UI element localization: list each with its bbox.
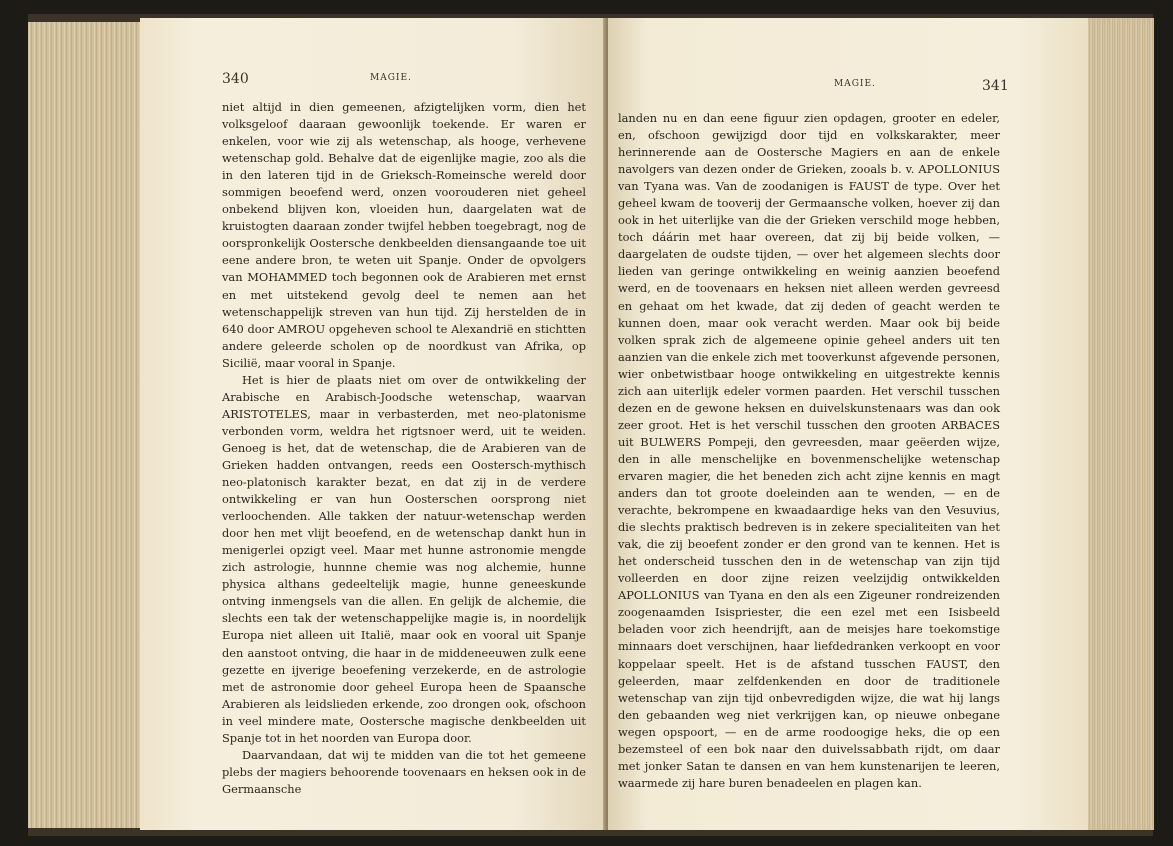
left-page-text — [222, 99, 586, 798]
paragraph: niet altijd in dien gemeenen, afzigtelijken vorm, dien het volksgeloof daaraan gewoonlijk toekende. Er waren er enkelen, voor wie zij als wetenschap, als hooge, verhevene wetenschap gold. Behalve dat de eigenlijke magie, zoo als die in den lateren tijd in de Grieksch-Romeinsche wereld door sommigen beoefend werd, onzen voorouderen niet geheel onbekend blijven kon, vloeiden hun, daargelaten wat de kruistogten daaraan zonder twijfel hebben toegebragt, nog de oorspronkelijk Oostersche denkbeelden diensangaande toe uit eene andere bron, te weten uit Spanje. Onder de opvolgers van MOHAMMED toch begonnen ook de Arabieren met ernst en met uitstekend gevolg deel te nemen aan het wetenschappelijk streven van hun tijd. Zij herstelden de in 640 door AMROU opgeheven school te Alexandrië en stichtten andere geleerde scholen op de noordkust van Afrika, op Sicilië, maar vooral in Spanje. — [222, 100, 586, 370]
paragraph: Het is hier de plaats niet om over de ontwikkeling der Arabische en Arabisch-Joodsche wetenschap, waarvan ARISTOTELES, maar in verbasterden, met neo-platonisme verbonden vorm, weldra het rigtsnoer werd, uit te weiden. Genoeg is het, dat de wetenschap, die de Arabieren van de Grieken hadden ontvangen, reeds een Oostersch-mythisch neo-platonisch karakter bezat, en dat zij in de verdere ontwikkeling er van hun Oosterschen oorsprong niet verloochenden. Alle takken der natuur-wetenschap werden door hen met vlijt beoefend, en de wetenschap dankt hun in menigerlei opzigt veel. Maar met hunne astronomie mengde zich astrologie, hunnne chemie was nog alchemie, hunne physica althans gedeeltelijk magie, hunne geneeskunde ontving inmengsels van die allen. En gelijk de alchemie, die slechts een tak der wetenschappelijke magie is, in noordelijk Europa niet alleen uit Italië, maar ook en vooral uit Spanje den aanstoot ontving, die haar in de middeneeuwen zulk eene gezette en ijverige beoefening verzekerde, en de astrologie met de astronomie door geheel Europa heen de Spaansche Arabieren als leidslieden erkende, zoo drongen ook, ofschoon in veel mindere mate, Oostersche magische denkbeelden uit Spanje tot in het noorden van Europa door. — [222, 372, 586, 745]
page-number: 340 — [222, 71, 249, 87]
left-page — [140, 18, 606, 830]
paragraph: landen nu en dan eene figuur zien opdagen, grooter en edeler, en, ofschoon gewijzigd door tijd en volkskarakter, meer herinnerende aan de Oostersche Magiers en aan de enkele navolgers van dezen onder de Grieken, zooals b. v. APOLLONIUS van Tyana was. Van de zoodanigen is FAUST de type. Over het geheel kwam de tooverij der Germaansche volken, hoever zij dan ook in het uiterlijke van die der Grieken verschild moge hebben, toch dáárin met haar overeen, dat zij bij beide volken, — daargelaten de oudste tijden, — over het algemeen slechts door lieden van geringe ontwikkeling en weinig aanzien beoefend werd, en de toovenaars en heksen niet alleen werden gevreesd en gehaat om het kwade, dat zij deden of geacht werden te kunnen doen, maar ook veracht werden. Maar ook bij beide volken sprak zich de algemeene opinie geheel anders uit ten aanzien van die enkele zich met tooverkunst afgevende personen, wier onbetwistbaar hooge ontwikkeling en uitgestrekte kennis zich aan uiterlijk edeler vormen paarden. Het verschil tusschen dezen en de gewone heksen en duivelskunstenaars was dan ook zeer groot. Het is het verschil tusschen den grooten ARBACES uit BULWERS Pompeji, den gevreesden, maar geëerden wijze, den in alle menschelijke en bovenmenschelijke wetenschap ervaren magier, die het beneden zich acht zijne kennis en magt anders dan tot groote doeleinden aan te wenden, — en de verachte, bekrompene en kwaadaardige heks van den Vesuvius, die slechts praktisch bedreven is in zekere specialiteiten van het vak, die zij beoefent zonder er den grond van te kennen. Het is het onderscheid tusschen den in de wetenschap van zijn tijd volleerden en door zijne reizen veelzijdig ontwikkelden APOLLONIUS van Tyana en den als een Zigeuner rondreizenden zoogenaamden Isispriester, die een ezel met een Isisbeeld beladen voor zich heendrijft, aan de meisjes hare toekomstige minnaars doet verschijnen, haar liefdedranken verkoopt en voor koppelaar speelt. Het is de afstand tusschen FAUST, den geleerden, maar zelfdenkenden en door de traditionele wetenschap van zijn tijd onbevredigden wijze, die wat hij langs den gebaanden weg niet verkrijgen kan, op nieuwe onbegane wegen opspoort, — en de arme roodoogige heks, die op een bezemsteel of een bok naar den duivelssabbath rijdt, om daar met jonker Satan te dansen en van hem kunstenarijen te leeren, waarmede zij hare buren benadeelen en plagen kan. — [618, 111, 1000, 790]
running-head: MAGIE. — [834, 79, 876, 89]
right-page-text — [618, 110, 1000, 792]
page-edges-right — [1088, 18, 1154, 830]
page-edges-left — [28, 22, 140, 828]
page-number: 341 — [982, 78, 1009, 94]
running-head: MAGIE. — [370, 73, 412, 83]
paragraph: Daarvandaan, dat wij te midden van die tot het gemeene plebs der magiers behoorende toovenaars en heksen ook in de Germaansche — [222, 747, 586, 796]
right-page — [608, 18, 1088, 830]
